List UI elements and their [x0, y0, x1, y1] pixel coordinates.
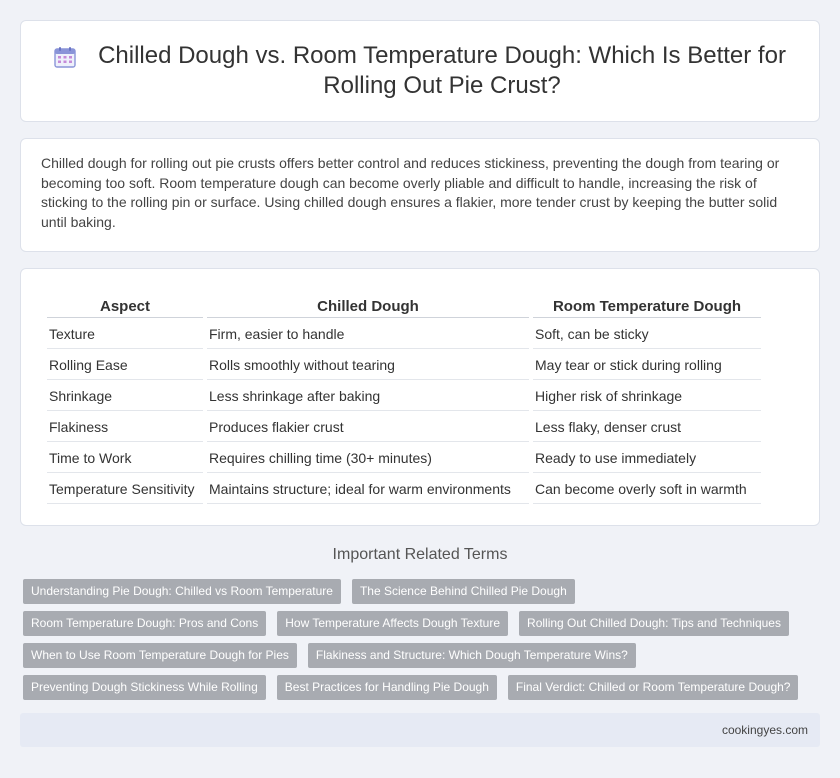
related-term-tag[interactable]: How Temperature Affects Dough Texture [277, 611, 508, 636]
related-terms-title: Important Related Terms [332, 546, 508, 563]
table-cell: Rolls smoothly without tearing [207, 351, 529, 380]
table-row [47, 382, 761, 411]
table-cell: Soft, can be sticky [533, 320, 761, 349]
header-card [20, 20, 820, 122]
column-header: Room Temperature Dough [533, 296, 761, 318]
table-cell: Temperature Sensitivity [47, 475, 203, 504]
table-cell: May tear or stick during rolling [533, 351, 761, 380]
table-cell: Shrinkage [47, 382, 203, 411]
related-term-tag[interactable]: Preventing Dough Stickiness While Rolling [23, 675, 266, 700]
intro-card [20, 138, 820, 252]
table-cell: Higher risk of shrinkage [533, 382, 761, 411]
related-term-tag[interactable]: Flakiness and Structure: Which Dough Temperature Wins? [308, 643, 636, 668]
calendar-icon [53, 45, 77, 69]
related-term-tag[interactable]: The Science Behind Chilled Pie Dough [352, 579, 575, 604]
table-cell: Ready to use immediately [533, 444, 761, 473]
table-row [47, 475, 761, 504]
page-title: Chilled Dough vs. Room Temperature Dough: Which Is Better for Rolling Out Pie Crust? [98, 42, 786, 99]
site-credit-link[interactable]: cookingyes.com [721, 723, 808, 737]
table-cell: Rolling Ease [47, 351, 203, 380]
table-cell: Produces flakier crust [207, 413, 529, 442]
related-term-tag[interactable]: Best Practices for Handling Pie Dough [277, 675, 497, 700]
table-cell: Can become overly soft in warmth [533, 475, 761, 504]
related-term-tag[interactable]: When to Use Room Temperature Dough for Pies [23, 643, 297, 668]
related-term-tag[interactable]: Rolling Out Chilled Dough: Tips and Techniques [519, 611, 789, 636]
column-header: Aspect [47, 296, 203, 318]
table-cell: Texture [47, 320, 203, 349]
related-terms-list [20, 579, 820, 707]
related-term-tag[interactable]: Understanding Pie Dough: Chilled vs Room Temperature [23, 579, 341, 604]
column-header: Chilled Dough [207, 296, 529, 318]
table-row [47, 413, 761, 442]
table-cell: Time to Work [47, 444, 203, 473]
footer [20, 713, 820, 747]
table-cell: Maintains structure; ideal for warm environments [207, 475, 529, 504]
intro-text: Chilled dough for rolling out pie crusts offers better control and reduces stickiness, preventing the dough from tearing or becoming too soft. Room temperature dough can become overly pliable and difficult to handle, increasing the risk of sticking to the rolling pin or surface. Using chilled dough ensures a flakier, more tender crust by keeping the butter solid until baking. [41, 155, 780, 230]
table-cell: Less shrinkage after baking [207, 382, 529, 411]
table-cell: Less flaky, denser crust [533, 413, 761, 442]
table-header-row [47, 296, 761, 318]
table-cell: Flakiness [47, 413, 203, 442]
comparison-table [43, 294, 765, 506]
related-term-tag[interactable]: Room Temperature Dough: Pros and Cons [23, 611, 266, 636]
table-row [47, 351, 761, 380]
related-term-tag[interactable]: Final Verdict: Chilled or Room Temperature Dough? [508, 675, 799, 700]
table-cell: Requires chilling time (30+ minutes) [207, 444, 529, 473]
table-row [47, 444, 761, 473]
comparison-card [20, 268, 820, 526]
table-cell: Firm, easier to handle [207, 320, 529, 349]
table-row [47, 320, 761, 349]
